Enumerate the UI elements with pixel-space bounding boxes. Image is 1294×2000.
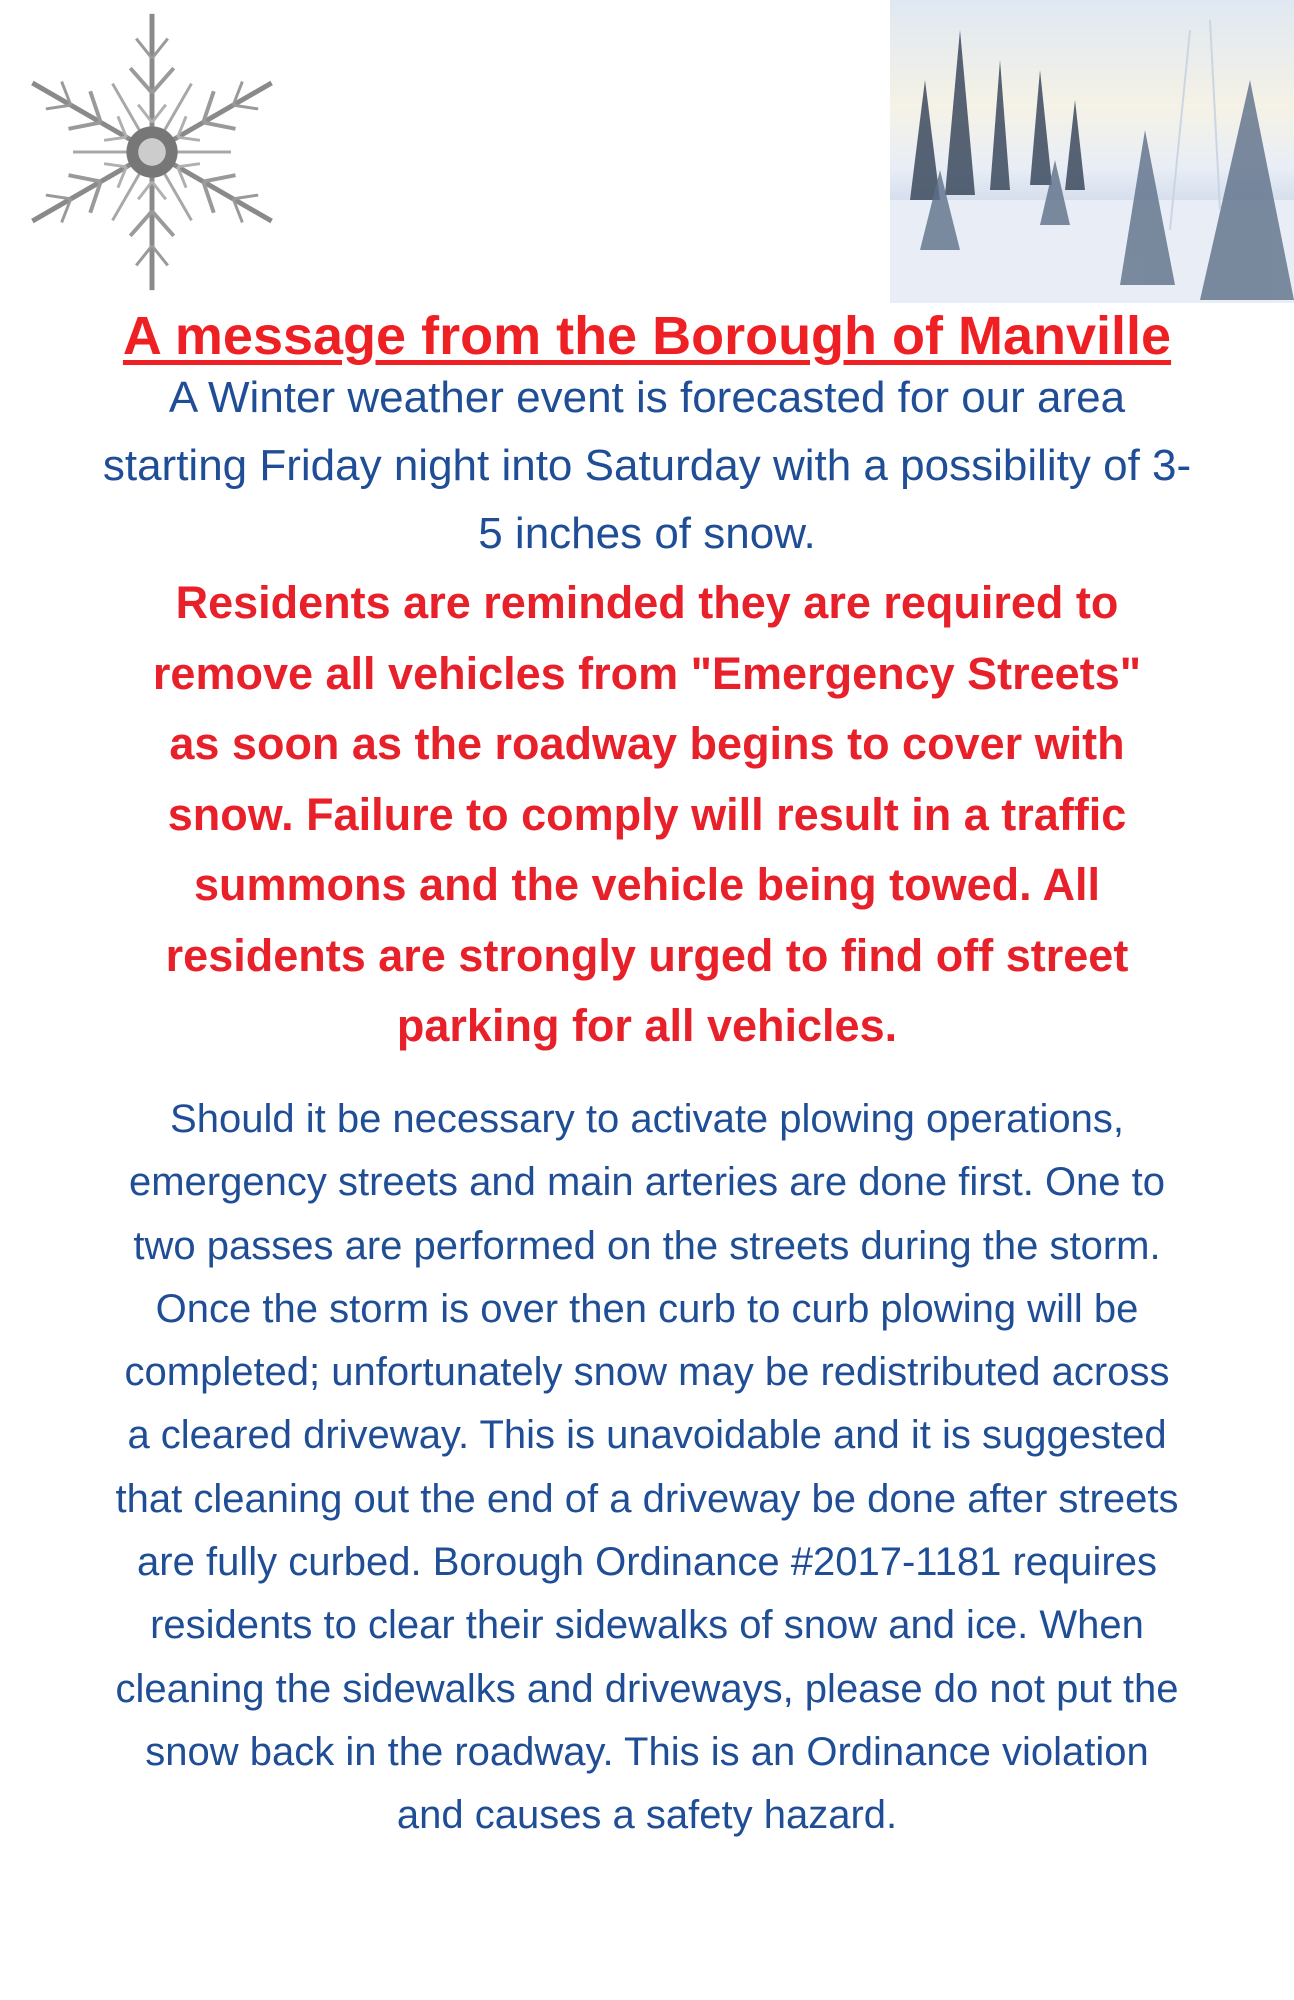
snowy-forest-photo [890, 0, 1294, 303]
details-line: residents to clear their sidewalks of snow and ice. When [150, 1603, 1144, 1648]
details-line: a cleared driveway. This is unavoidable and it is suggested [127, 1413, 1167, 1458]
intro-line: A Winter weather event is forecasted for our area [168, 373, 1126, 422]
warning-line: residents are strongly urged to find off street [165, 929, 1129, 981]
intro-line: starting Friday night into Saturday with a possibility of 3- [102, 441, 1192, 490]
details-paragraph [0, 1088, 1294, 1848]
snowflake-image [4, 4, 300, 300]
details-line: that cleaning out the end of a driveway be done after streets [115, 1476, 1179, 1521]
details-line: cleaning the sidewalks and driveways, please do not put the [115, 1666, 1179, 1711]
details-line: completed; unfortunately snow may be redistributed across [124, 1350, 1170, 1395]
details-line: snow back in the roadway. This is an Ordinance violation [145, 1729, 1149, 1774]
details-line: two passes are performed on the streets during the storm. [133, 1223, 1161, 1268]
intro-paragraph [0, 364, 1294, 568]
page-title: A message from the Borough of Manville [122, 306, 1172, 366]
intro-line: 5 inches of snow. [478, 509, 816, 558]
details-line: Should it be necessary to activate plowing operations, [170, 1097, 1124, 1141]
details-line: emergency streets and main arteries are done first. One to [128, 1160, 1166, 1205]
details-line: Once the storm is over then curb to curb plowing will be [155, 1286, 1139, 1331]
warning-line: as soon as the roadway begins to cover with [169, 718, 1125, 769]
warning-line: parking for all vehicles. [396, 1000, 898, 1051]
details-line: are fully curbed. Borough Ordinance #2017-1181 requires [137, 1540, 1157, 1585]
warning-line: summons and the vehicle being towed. All [194, 859, 1100, 910]
warning-line: snow. Failure to comply will result in a traffic [167, 788, 1127, 840]
details-line: and causes a safety hazard. [396, 1793, 898, 1838]
warning-paragraph [0, 568, 1294, 1062]
warning-line: Residents are reminded they are required to [175, 577, 1119, 628]
warning-line: remove all vehicles from "Emergency Streets" [152, 647, 1142, 699]
